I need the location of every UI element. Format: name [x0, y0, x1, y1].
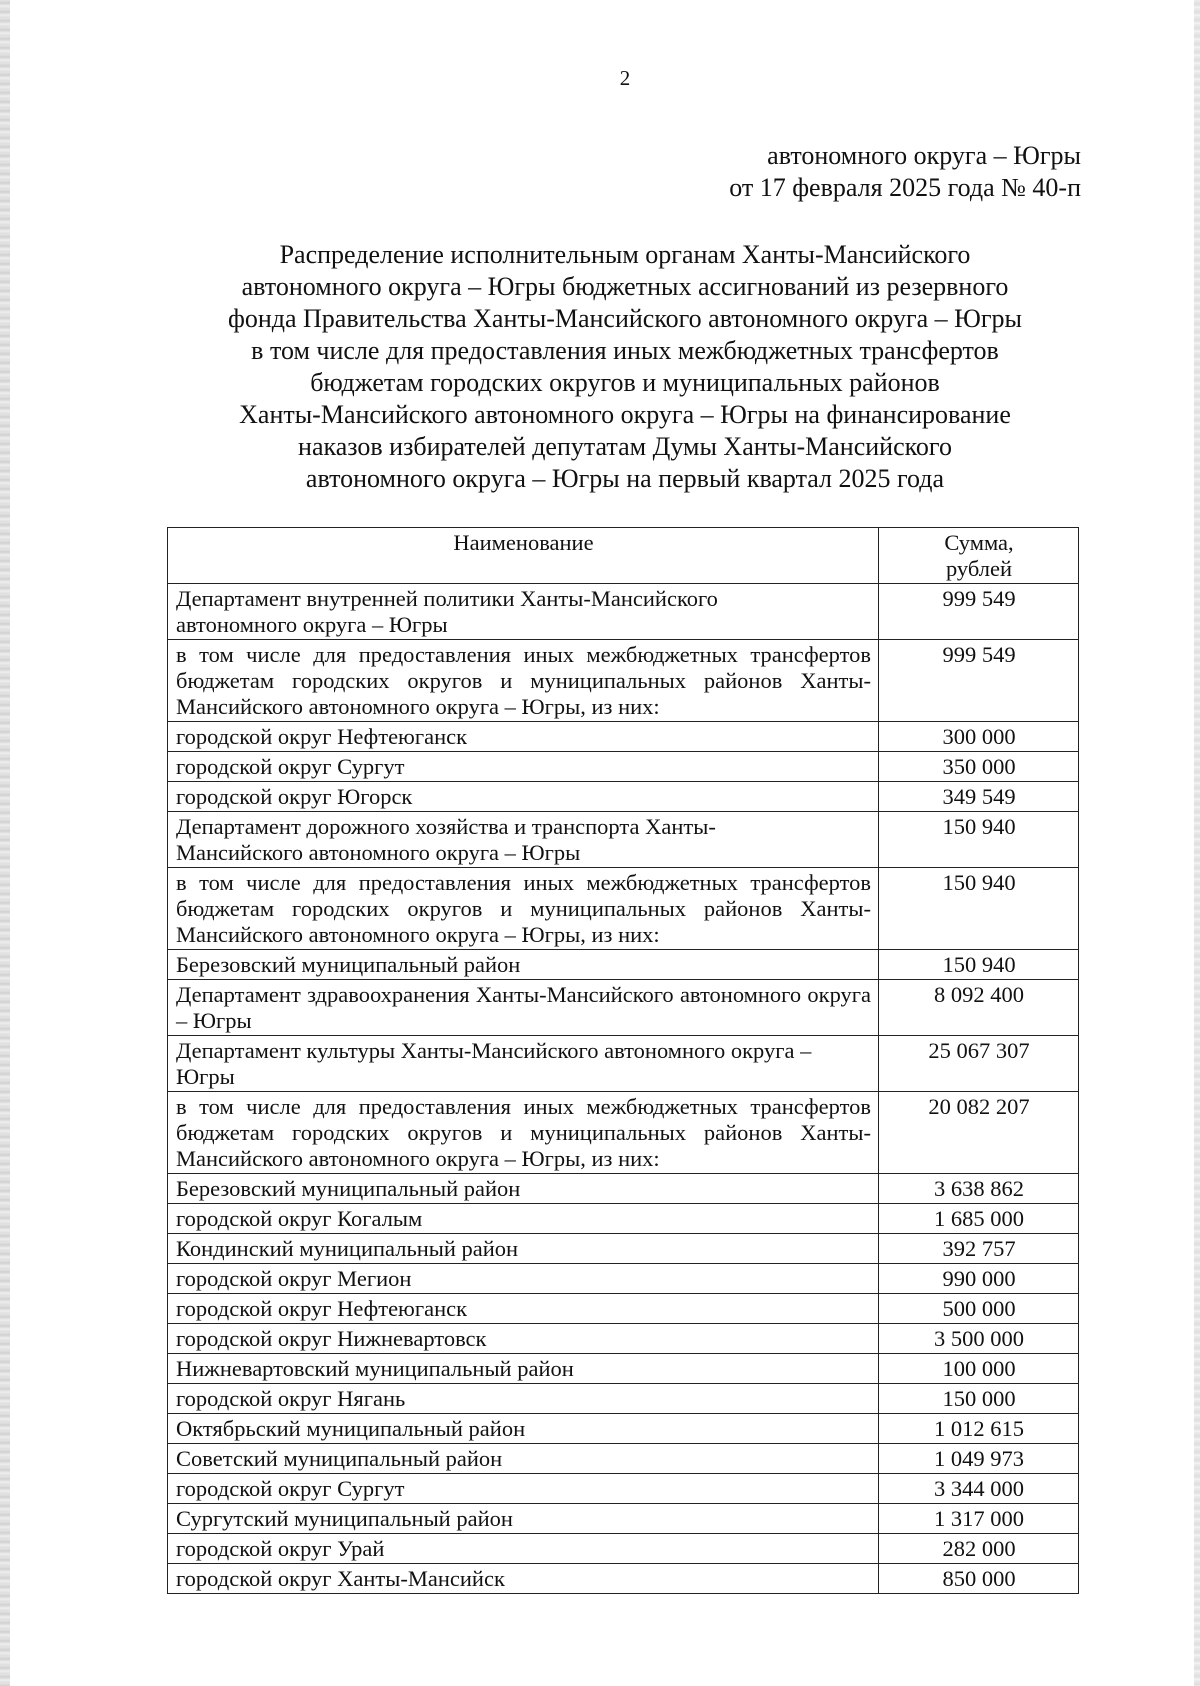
row-name: городской округ Нижневартовск — [168, 1324, 879, 1354]
title-line: автономного округа – Югры бюджетных ассигнований из резервного — [241, 272, 1009, 301]
row-sum: 150 940 — [879, 950, 1079, 980]
table-row — [168, 1036, 1079, 1092]
table-row — [168, 1204, 1079, 1234]
row-sum: 1 049 973 — [879, 1444, 1079, 1474]
row-sum: 349 549 — [879, 782, 1079, 812]
table-row — [168, 1294, 1079, 1324]
row-sum: 100 000 — [879, 1354, 1079, 1384]
table-row — [168, 752, 1079, 782]
table-row — [168, 1444, 1079, 1474]
row-name: Нижневартовский муниципальный район — [168, 1354, 879, 1384]
title-line: автономного округа – Югры на первый квартал 2025 года — [305, 464, 945, 493]
row-sum: 350 000 — [879, 752, 1079, 782]
row-name: Сургутский муниципальный район — [168, 1504, 879, 1534]
row-name: городской округ Когалым — [168, 1204, 879, 1234]
header-line-1: автономного округа – Югры — [767, 141, 1081, 170]
row-name: в том числе для предоставления иных межбюджетных трансфертов бюджетам городских округов и муниципальных районов Ханты-Мансийского автономного округа – Югры, из них: — [168, 1092, 879, 1174]
row-name: Октябрьский муниципальный район — [168, 1414, 879, 1444]
title-line: Ханты-Мансийского автономного округа – Югры на финансирование — [239, 400, 1011, 429]
row-name: городской округ Нефтеюганск — [168, 722, 879, 752]
row-name: в том числе для предоставления иных межбюджетных трансфертов бюджетам городских округов и муниципальных районов Ханты-Мансийского автономного округа – Югры, из них: — [168, 868, 879, 950]
table-row — [168, 1414, 1079, 1444]
row-name: городской округ Нягань — [168, 1384, 879, 1414]
row-sum: 8 092 400 — [879, 980, 1079, 1036]
title-line: бюджетам городских округов и муниципальных районов — [310, 368, 940, 397]
row-sum: 1 685 000 — [879, 1204, 1079, 1234]
row-sum: 150 000 — [879, 1384, 1079, 1414]
table-row — [168, 1474, 1079, 1504]
table-row — [168, 1354, 1079, 1384]
title-line: в том числе для предоставления иных межбюджетных трансфертов — [251, 336, 999, 365]
allocation-table — [167, 527, 1079, 1594]
column-header-sum: Сумма, рублей — [879, 528, 1079, 584]
table-row — [168, 584, 1079, 640]
row-sum: 3 638 862 — [879, 1174, 1079, 1204]
row-sum: 392 757 — [879, 1234, 1079, 1264]
table-row — [168, 950, 1079, 980]
table-header-row — [168, 528, 1079, 584]
row-name: Департамент культуры Ханты-Мансийского автономного округа – Югры — [168, 1036, 879, 1092]
title-line: фонда Правительства Ханты-Мансийского автономного округа – Югры — [227, 304, 1022, 333]
scan-edge-right — [1194, 0, 1200, 1686]
table-row — [168, 980, 1079, 1036]
row-name: Департамент дорожного хозяйства и транспорта Ханты- Мансийского автономного округа – Югры — [168, 812, 879, 868]
row-sum: 500 000 — [879, 1294, 1079, 1324]
title-line: наказов избирателей депутатам Думы Ханты-Мансийского — [298, 432, 952, 461]
table-body — [168, 584, 1079, 1594]
table-row — [168, 1504, 1079, 1534]
row-sum: 850 000 — [879, 1564, 1079, 1594]
scan-edge-left — [0, 0, 10, 1686]
row-name: Кондинский муниципальный район — [168, 1234, 879, 1264]
row-sum: 20 082 207 — [879, 1092, 1079, 1174]
row-name: городской округ Нефтеюганск — [168, 1294, 879, 1324]
row-name: городской округ Урай — [168, 1534, 879, 1564]
row-name: городской округ Сургут — [168, 1474, 879, 1504]
row-name: городской округ Ханты-Мансийск — [168, 1564, 879, 1594]
header-line-2: от 17 февраля 2025 года № 40-п — [729, 173, 1081, 202]
title-line: Распределение исполнительным органам Ханты-Мансийского — [279, 240, 971, 269]
row-name: Департамент внутренней политики Ханты-Мансийского автономного округа – Югры — [168, 584, 879, 640]
table-row — [168, 722, 1079, 752]
table-row — [168, 1534, 1079, 1564]
row-name: Департамент здравоохранения Ханты-Мансийского автономного округа – Югры — [168, 980, 879, 1036]
table-row — [168, 868, 1079, 950]
row-name: Березовский муниципальный район — [168, 950, 879, 980]
row-sum: 999 549 — [879, 640, 1079, 722]
row-sum: 25 067 307 — [879, 1036, 1079, 1092]
table-row — [168, 1384, 1079, 1414]
row-sum: 990 000 — [879, 1264, 1079, 1294]
row-name: городской округ Югорск — [168, 782, 879, 812]
table-row — [168, 782, 1079, 812]
document-title — [160, 239, 1090, 495]
row-sum: 999 549 — [879, 584, 1079, 640]
table-row — [168, 1324, 1079, 1354]
table-row — [168, 1264, 1079, 1294]
table-row — [168, 1174, 1079, 1204]
page-number: 2 — [619, 66, 631, 90]
row-sum: 3 500 000 — [879, 1324, 1079, 1354]
table-row — [168, 1234, 1079, 1264]
row-sum: 282 000 — [879, 1534, 1079, 1564]
table-row — [168, 812, 1079, 868]
document-header — [729, 140, 1081, 204]
row-name: в том числе для предоставления иных межбюджетных трансфертов бюджетам городских округов и муниципальных районов Ханты-Мансийского автономного округа – Югры, из них: — [168, 640, 879, 722]
row-sum: 150 940 — [879, 812, 1079, 868]
column-header-name: Наименование — [168, 528, 879, 584]
row-sum: 1 012 615 — [879, 1414, 1079, 1444]
row-sum: 300 000 — [879, 722, 1079, 752]
row-name: городской округ Мегион — [168, 1264, 879, 1294]
row-name: Советский муниципальный район — [168, 1444, 879, 1474]
row-name: городской округ Сургут — [168, 752, 879, 782]
row-sum: 1 317 000 — [879, 1504, 1079, 1534]
row-sum: 150 940 — [879, 868, 1079, 950]
table-row — [168, 1092, 1079, 1174]
row-sum: 3 344 000 — [879, 1474, 1079, 1504]
row-name: Березовский муниципальный район — [168, 1174, 879, 1204]
table-row — [168, 1564, 1079, 1594]
table-row — [168, 640, 1079, 722]
